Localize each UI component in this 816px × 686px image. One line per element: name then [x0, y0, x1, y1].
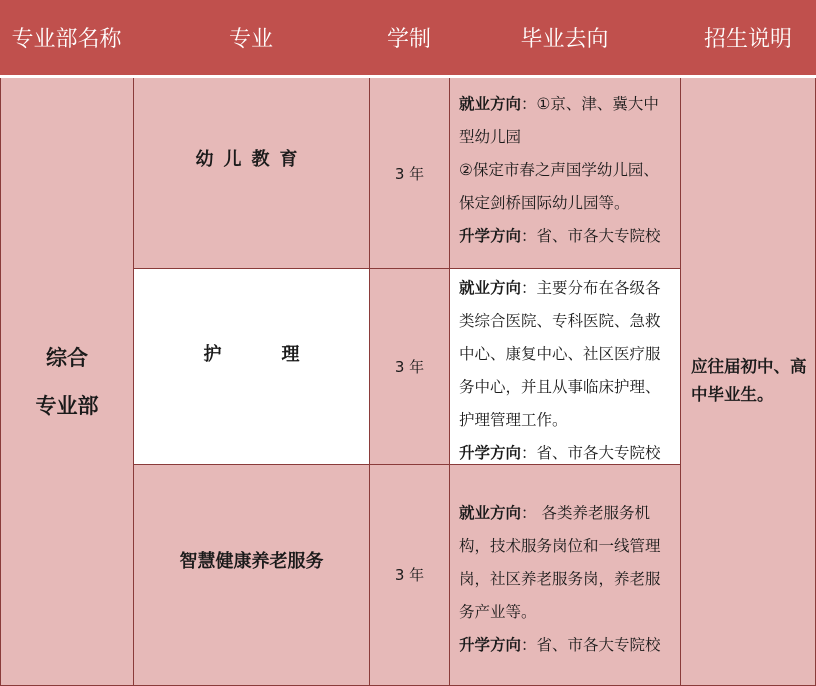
employment-line: 护理管理工作。: [459, 411, 568, 429]
further-study-text: ：省、市各大专院校: [521, 227, 661, 245]
employment-line: ： 各类养老服务机: [521, 504, 650, 522]
employment-line: 类综合医院、专科医院、急救: [459, 312, 661, 330]
department-cell: [1, 78, 133, 685]
destination-nursing: [450, 269, 680, 464]
employment-line: ：主要分布在各级各: [521, 279, 661, 297]
employment-line: ：①京、津、冀大中: [521, 95, 659, 113]
major-smart-elderly-care: 智慧健康养老服务: [179, 551, 324, 572]
employment-line: 保定剑桥国际幼儿园等。: [459, 194, 630, 212]
enrollment-note: [681, 353, 815, 413]
header-destination: 毕业去向: [520, 27, 609, 52]
employment-label: 就业方向: [459, 279, 522, 297]
employment-line: 构，技术服务岗位和一线管理: [459, 537, 661, 555]
further-study-label: 升学方向: [459, 444, 522, 462]
employment-label: 就业方向: [459, 504, 522, 522]
employment-line: 型幼儿园: [459, 128, 522, 146]
further-study-label: 升学方向: [459, 636, 522, 654]
destination-early-childhood: [450, 78, 680, 268]
employment-line: 岗，社区养老服务岗，养老服: [459, 570, 661, 588]
table-body: [0, 78, 816, 686]
further-study-label: 升学方向: [459, 227, 522, 245]
employment-line: 务中心，并且从事临床护理、: [459, 378, 661, 396]
enrollment-line2: 中毕业生。: [691, 385, 774, 404]
further-study-text: ：省、市各大专院校: [521, 444, 661, 462]
department-name-line2: 专业部: [35, 393, 99, 418]
major-nursing: 护理: [203, 344, 360, 365]
header-major: 专业: [228, 27, 273, 52]
destination-smart-elderly-care: [450, 465, 680, 685]
employment-label: 就业方向: [459, 95, 522, 113]
employment-line: 务产业等。: [459, 603, 537, 621]
table-header: [0, 0, 816, 78]
employment-line: 中心、康复中心、社区医疗服: [459, 345, 661, 363]
years-smart-elderly-care: 3 年: [394, 565, 425, 584]
major-early-childhood: 幼儿教育: [195, 149, 308, 170]
header-department: 专业部名称: [11, 27, 122, 52]
employment-line: ②保定市春之声国学幼儿园、: [459, 161, 659, 179]
department-name-line1: 综合: [46, 345, 88, 370]
header-years: 学制: [386, 27, 431, 52]
header-enrollment: 招生说明: [703, 27, 792, 52]
years-early-childhood: 3 年: [394, 164, 425, 183]
years-nursing: 3 年: [394, 357, 425, 376]
enrollment-line1: 应往届初中、高: [691, 357, 807, 376]
further-study-text: ：省、市各大专院校: [521, 636, 661, 654]
